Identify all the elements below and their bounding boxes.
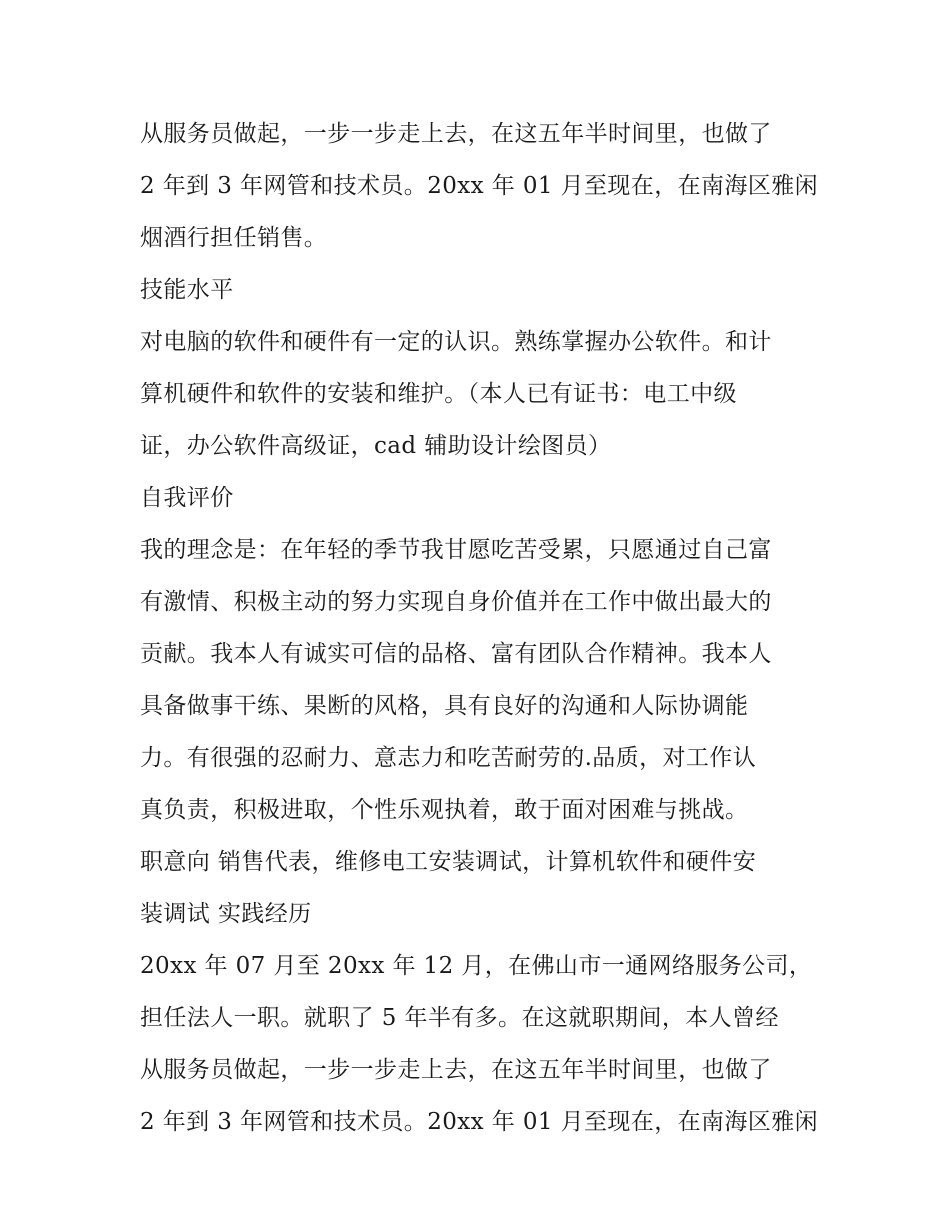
text-line: 2 年到 3 年网管和技术员。20xx 年 01 月至现在，在南海区雅闲 — [140, 1109, 819, 1135]
text-line: 证，办公软件高级证，cad 辅助设计绘图员） — [140, 433, 612, 459]
text-line: 有激情、积极主动的努力实现自身价值并在工作中做出最大的 — [140, 589, 772, 615]
section-heading-skills: 技能水平 — [140, 277, 234, 303]
text-line: 我的理念是：在年轻的季节我甘愿吃苦受累，只愿通过自己富 — [140, 537, 772, 563]
text-line: 20xx 年 07 月至 20xx 年 12 月，在佛山市一通网络服务公司， — [140, 953, 813, 979]
text-line: 从服务员做起，一步一步走上去，在这五年半时间里，也做了 — [140, 121, 772, 147]
text-line: 真负责，积极进取，个性乐观执着，敢于面对困难与挑战。 — [140, 797, 749, 823]
text-line: 职意向 销售代表，维修电工安装调试，计算机软件和硬件安 — [140, 849, 757, 875]
text-line: 算机硬件和软件的安装和维护。（本人已有证书：电工中级 — [140, 381, 737, 407]
text-line: 对电脑的软件和硬件有一定的认识。熟练掌握办公软件。和计 — [140, 329, 772, 355]
document-body — [140, 108, 840, 1148]
text-line: 具备做事干练、果断的风格，具有良好的沟通和人际协调能 — [140, 693, 749, 719]
text-line: 2 年到 3 年网管和技术员。20xx 年 01 月至现在，在南海区雅闲 — [140, 173, 819, 199]
text-line: 力。有很强的忍耐力、意志力和吃苦耐劳的.品质，对工作认 — [140, 745, 757, 771]
text-line: 贡献。我本人有诚实可信的品格、富有团队合作精神。我本人 — [140, 641, 772, 667]
text-line: 担任法人一职。就职了 5 年半有多。在这就职期间，本人曾经 — [140, 1005, 779, 1031]
text-line: 从服务员做起，一步一步走上去，在这五年半时间里，也做了 — [140, 1057, 772, 1083]
section-heading-self-evaluation: 自我评价 — [140, 485, 234, 511]
text-line: 装调试 实践经历 — [140, 901, 312, 927]
text-line: 烟酒行担任销售。 — [140, 225, 328, 251]
